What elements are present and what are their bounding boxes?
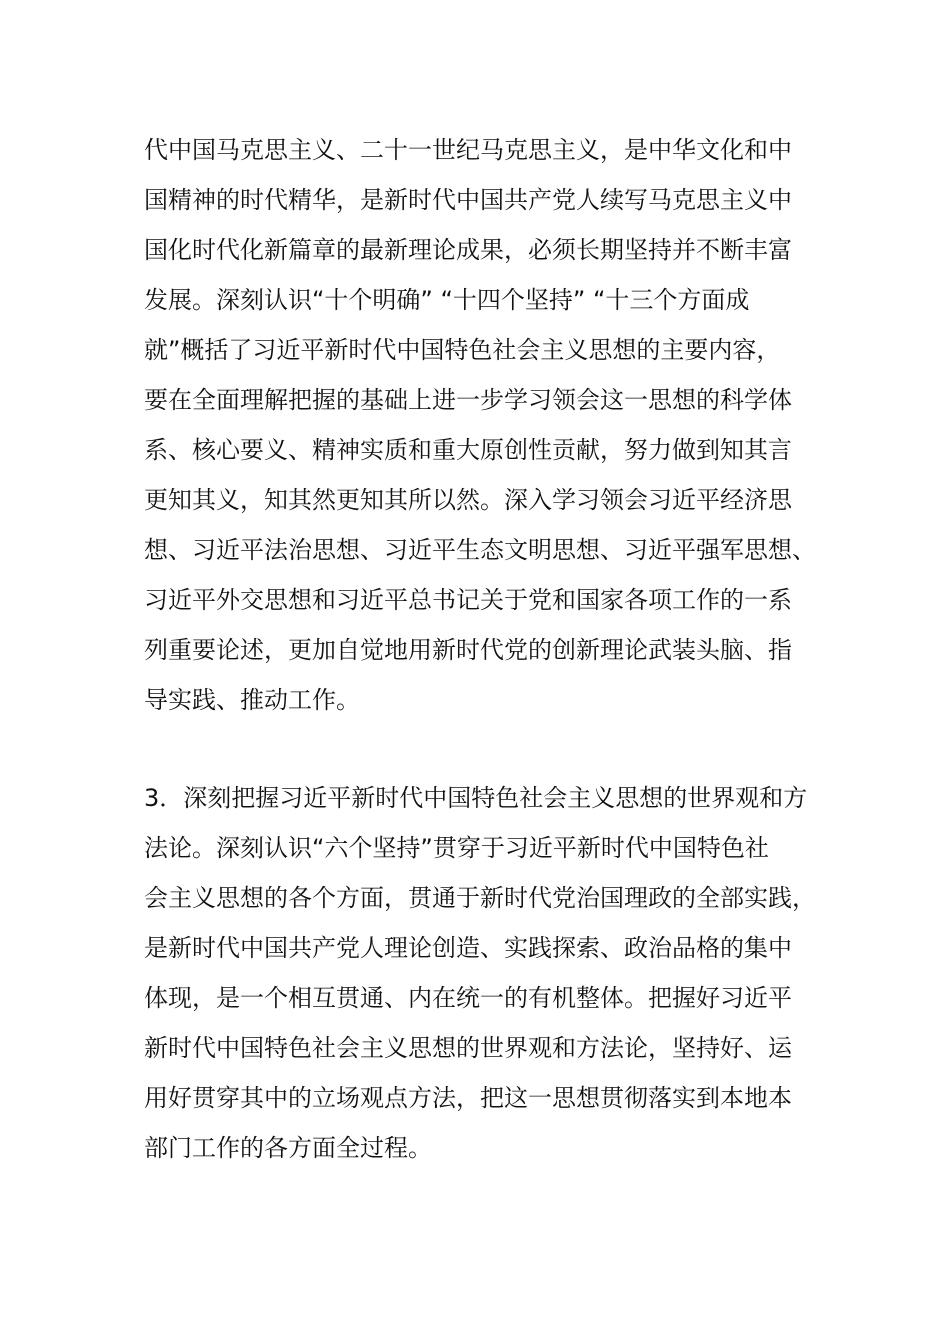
paragraph-line: 新时代中国特色社会主义思想的世界观和方法论，坚持好、运 [144,1034,792,1062]
paragraph-line: 要在全面理解把握的基础上进一步学习领会这一思想的科学体 [144,386,792,414]
paragraph-line: 代中国马克思主义、二十一世纪马克思主义，是中华文化和中 [144,136,792,164]
paragraph-line: 体现，是一个相互贯通、内在统一的有机整体。把握好习近平 [144,984,792,1012]
paragraph-line: 系、核心要义、精神实质和重大原创性贡献，努力做到知其言 [144,436,792,464]
paragraph-2 [144,773,824,1173]
paragraph-line: 法论。深刻认识“六个坚持”贯穿于习近平新时代中国特色社 [144,834,769,862]
paragraph-line: 习近平外交思想和习近平总书记关于党和国家各项工作的一系 [144,586,792,614]
paragraph-line: 是新时代中国共产党人理论创造、实践探索、政治品格的集中 [144,934,792,962]
paragraph-line: 想、习近平法治思想、习近平生态文明思想、习近平强军思想、 [144,536,816,564]
paragraph-line: 用好贯穿其中的立场观点方法，把这一思想贯彻落实到本地本 [144,1084,792,1112]
paragraph-line: 列重要论述，更加自觉地用新时代党的创新理论武装头脑、指 [144,636,792,664]
paragraph-line: 国化时代化新篇章的最新理论成果，必须长期坚持并不断丰富 [144,236,792,264]
paragraph-line: 部门工作的各方面全过程。 [144,1134,432,1162]
paragraph-line: 国精神的时代精华，是新时代中国共产党人续写马克思主义中 [144,186,792,214]
paragraph-line: 会主义思想的各个方面，贯通于新时代党治国理政的全部实践， [144,884,816,912]
paragraph-line: 发展。深刻认识“十个明确” “十四个坚持” “十三个方面成 [144,286,750,314]
section-heading-line: 3．深刻把握习近平新时代中国特色社会主义思想的世界观和方 [144,784,808,812]
paragraph-1 [144,125,824,725]
paragraph-line: 就”概括了习近平新时代中国特色社会主义思想的主要内容， [144,336,781,364]
paragraph-line: 导实践、推动工作。 [144,686,360,714]
paragraph-line: 更知其义，知其然更知其所以然。深入学习领会习近平经济思 [144,486,792,514]
